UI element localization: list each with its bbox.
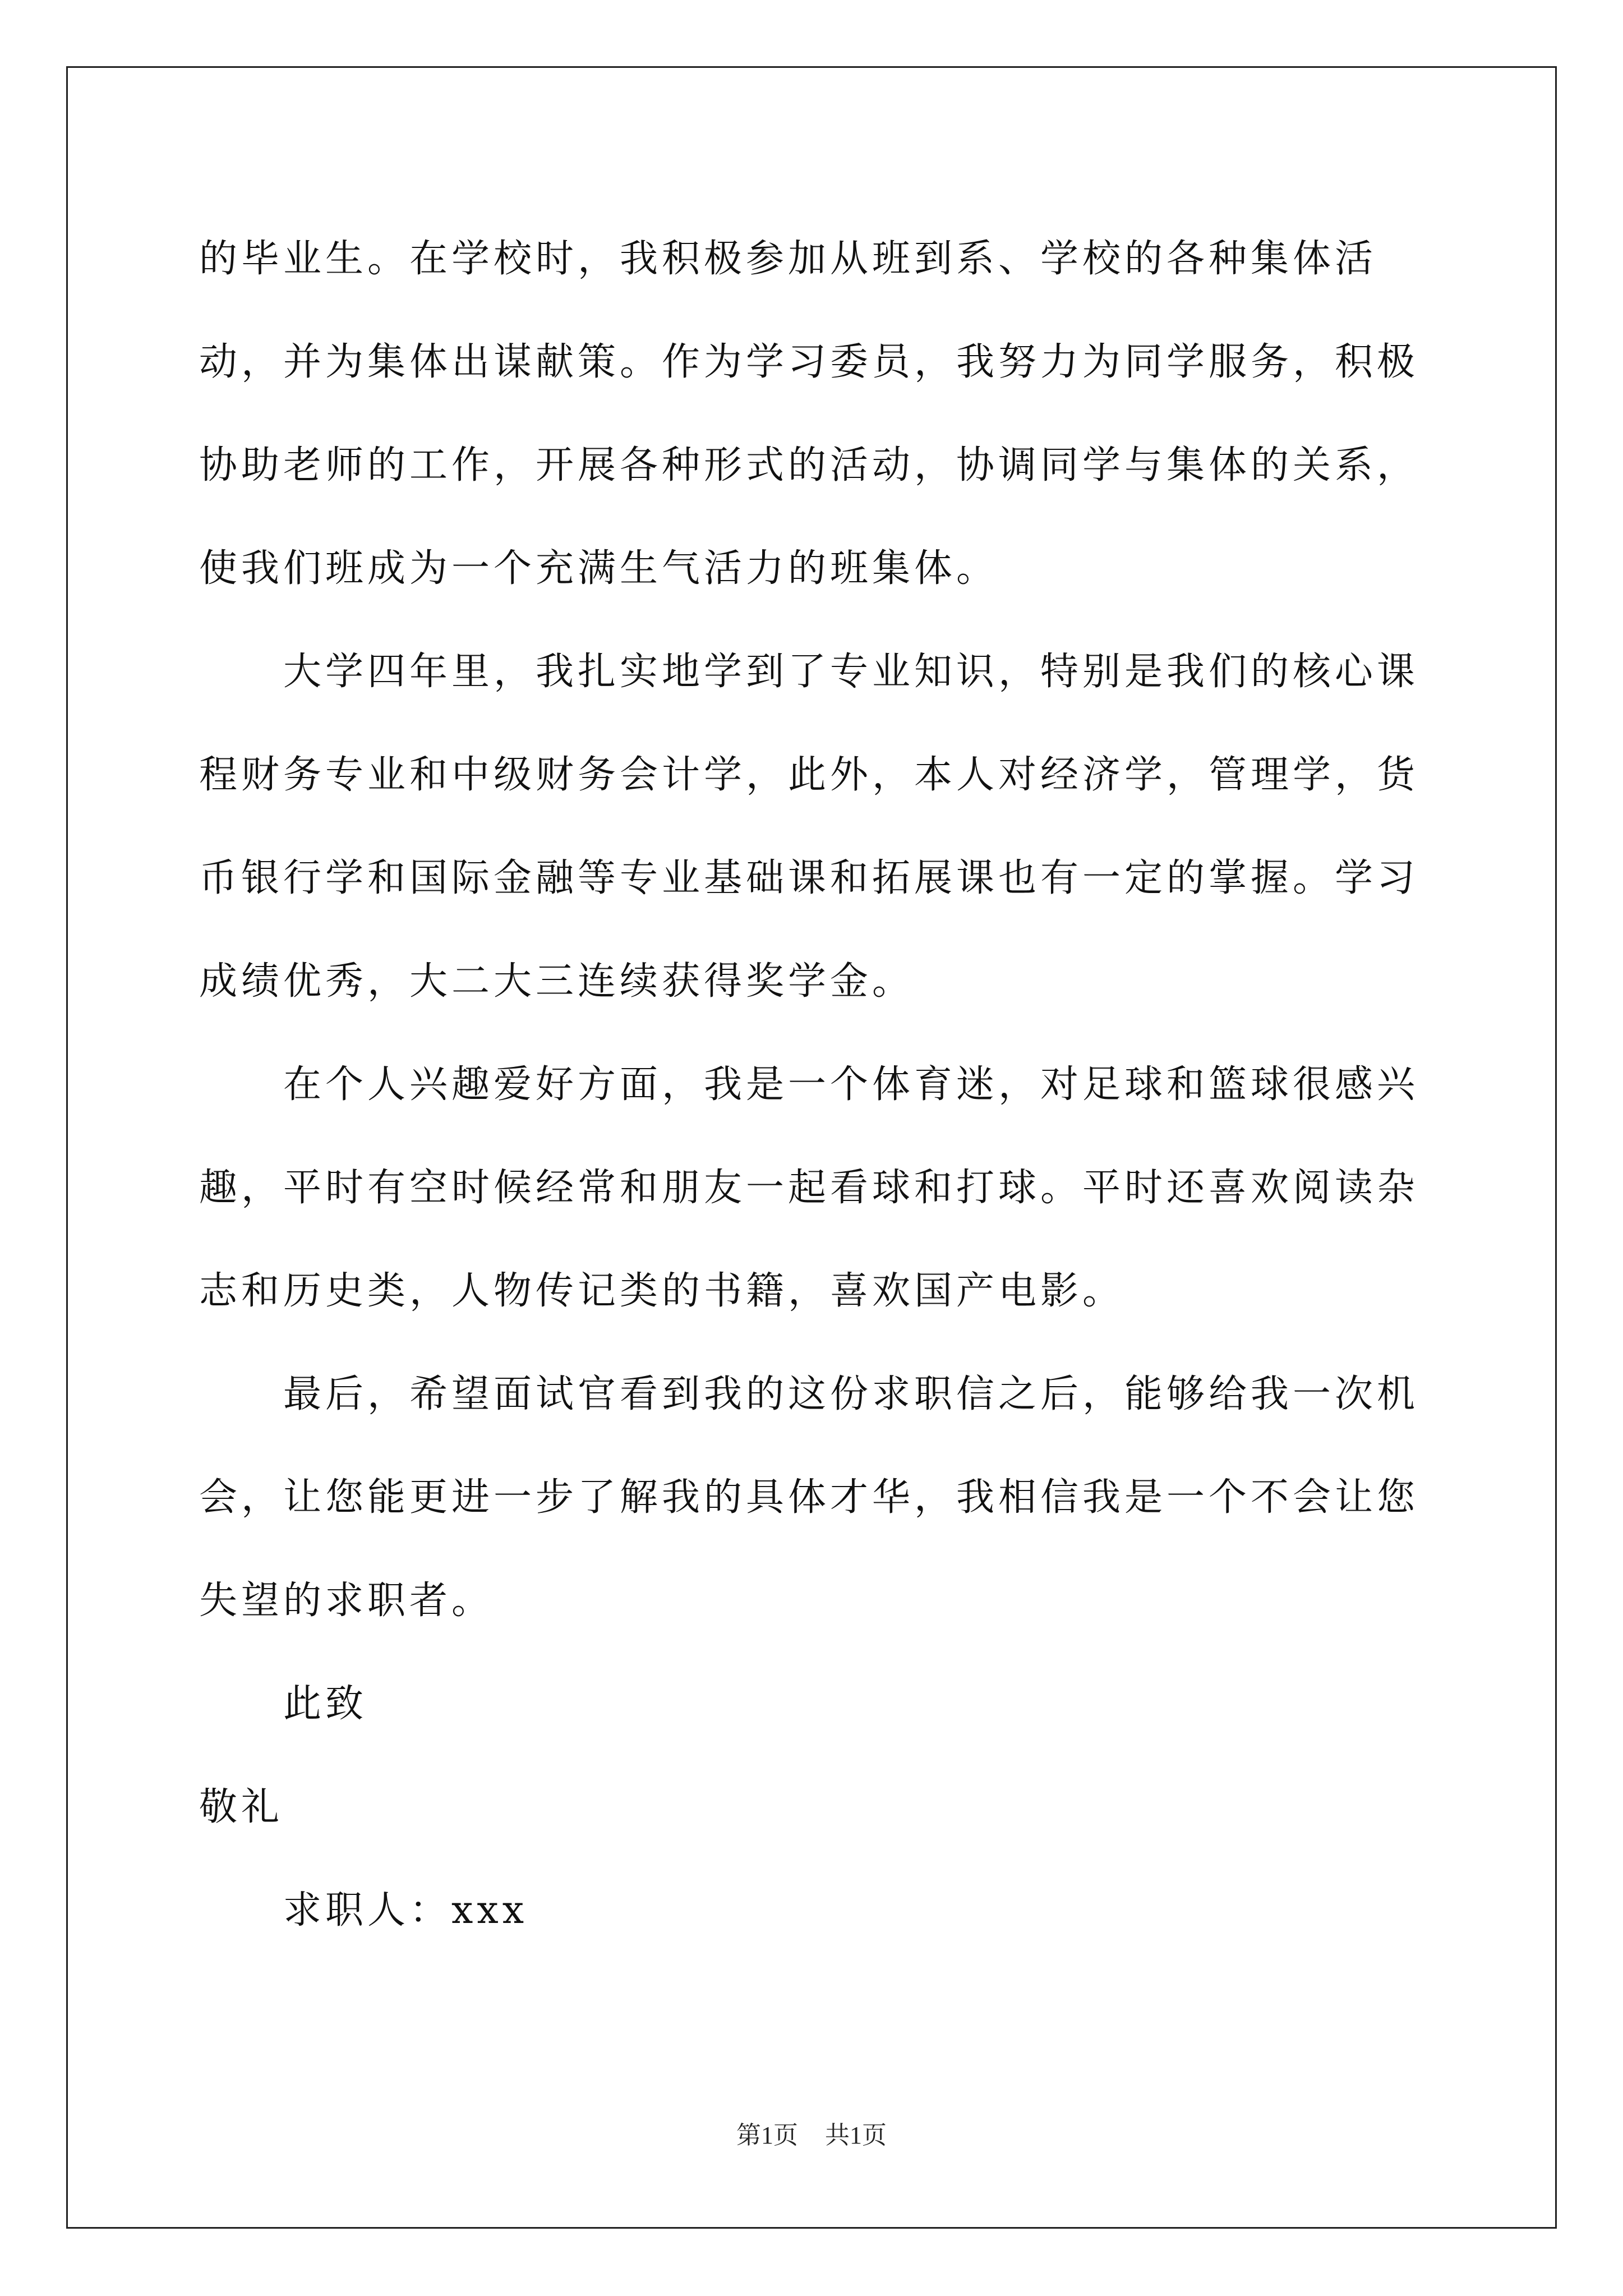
closing-line: 此致 <box>283 1682 368 1726</box>
paragraph-3: 在个人兴趣爱好方面，我是一个体育迷，对足球和篮球很感兴趣，平时有空时候经常和朋友一起看球和打球。平时还喜欢阅读杂志和历史类，人物传记类的书籍，喜欢国产电影。 <box>199 1062 1419 1313</box>
paragraph-1: 的毕业生。在学校时，我积极参加从班到系、学校的各种集体活动，并为集体出谋献策。作为学习委员，我努力为同学服务，积极协助老师的工作，开展各种形式的活动，协调同学与集体的关系，使我们班成为一个充满生气活力的班集体。 <box>199 237 1419 591</box>
signature-line: 求职人：xxx <box>283 1888 528 1932</box>
page-total: 共1页 <box>825 2122 887 2149</box>
paragraph-2: 大学四年里，我扎实地学到了专业知识，特别是我们的核心课程财务专业和中级财务会计学，此外，本人对经济学，管理学，货币银行学和国际金融等专业基础课和拓展课也有一定的掌握。学习成绩优秀，大二大三连续获得奖学金。 <box>199 650 1419 1004</box>
page-number: 第1页 <box>736 2122 798 2149</box>
page-footer <box>0 2115 1623 2151</box>
salutation-line: 敬礼 <box>199 1785 284 1829</box>
paragraph-4: 最后，希望面试官看到我的这份求职信之后，能够给我一次机会，让您能更进一步了解我的具体才华，我相信我是一个不会让您失望的求职者。 <box>199 1372 1419 1623</box>
letter-body <box>199 208 1433 1962</box>
